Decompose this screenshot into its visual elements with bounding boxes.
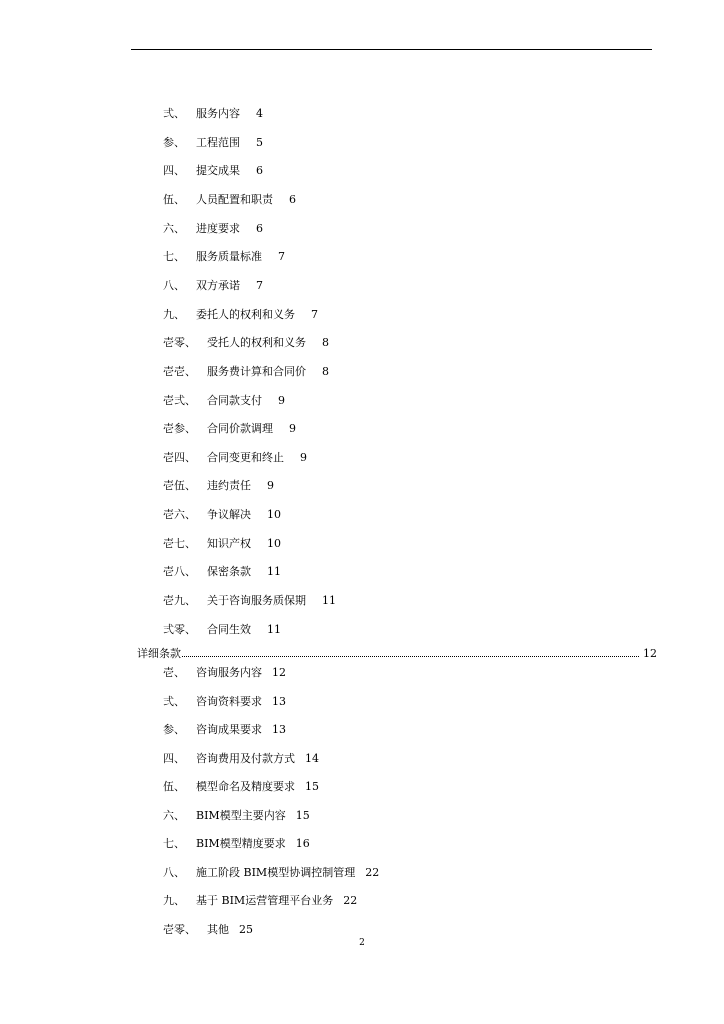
toc-item-number: 伍、 xyxy=(163,192,185,206)
toc-item-page: 6 xyxy=(256,221,263,235)
toc-item-number: 九、 xyxy=(163,307,185,321)
toc-item[interactable] xyxy=(163,247,285,267)
toc-item-page: 12 xyxy=(272,666,286,679)
toc-item[interactable] xyxy=(163,219,263,239)
toc-item[interactable] xyxy=(163,104,263,124)
toc-item[interactable] xyxy=(163,190,296,210)
toc-item-page: 6 xyxy=(256,164,263,178)
toc-item-number: 伍、 xyxy=(163,780,185,794)
toc-item-title: 合同变更和终止 xyxy=(207,450,284,464)
toc-item-number: 壱弍、 xyxy=(163,393,196,407)
toc-detail-title: 详细条款 xyxy=(137,647,181,660)
toc-item[interactable] xyxy=(163,720,286,740)
toc-item-title: 施工阶段 BIM模型协调控制管理 xyxy=(196,865,356,879)
toc-item-title: BIM模型精度要求 xyxy=(196,837,286,851)
toc-item-number: 九、 xyxy=(163,894,185,908)
toc-item[interactable] xyxy=(163,562,281,582)
toc-item-page: 4 xyxy=(256,107,263,120)
toc-item-number: 壱壱、 xyxy=(163,364,196,378)
toc-item-number: 四、 xyxy=(163,164,185,178)
header-rule xyxy=(131,49,652,50)
toc-item[interactable] xyxy=(163,806,310,826)
toc-item-number: 弍零、 xyxy=(163,622,196,636)
toc-item-number: 六、 xyxy=(163,808,185,822)
toc-item-page: 11 xyxy=(267,622,281,636)
toc-item[interactable] xyxy=(163,863,379,883)
toc-item-number: 壱七、 xyxy=(163,536,196,550)
toc-item-page: 7 xyxy=(256,278,263,292)
toc-item[interactable] xyxy=(163,749,319,769)
toc-item-number: 弍、 xyxy=(163,107,185,120)
toc-item-page: 8 xyxy=(322,364,329,378)
toc-item-title: 委托人的权利和义务 xyxy=(196,307,295,321)
toc-item-title: 咨询成果要求 xyxy=(196,723,262,737)
toc-item-number: 七、 xyxy=(163,837,185,851)
toc-item-title: 咨询费用及付款方式 xyxy=(196,751,295,765)
toc-item[interactable] xyxy=(163,333,329,353)
toc-item-title: 争议解决 xyxy=(207,508,251,522)
toc-item-title: 服务质量标准 xyxy=(196,250,262,264)
toc-item-title: BIM模型主要内容 xyxy=(196,808,286,822)
toc-item-page: 11 xyxy=(267,565,281,579)
toc-item-number: 八、 xyxy=(163,865,185,879)
page-number: 2 xyxy=(359,938,365,948)
toc-item-page: 25 xyxy=(239,922,253,936)
toc-item-page: 7 xyxy=(278,250,285,264)
toc-item[interactable] xyxy=(163,161,263,181)
toc-item-title: 咨询服务内容 xyxy=(196,666,262,679)
toc-item-title: 双方承诺 xyxy=(196,278,240,292)
toc-item-number: 参、 xyxy=(163,723,185,737)
toc-leader-dots xyxy=(182,646,639,657)
toc-item-number: 壱伍、 xyxy=(163,479,196,493)
toc-item[interactable] xyxy=(163,591,336,611)
toc-item[interactable] xyxy=(163,534,281,554)
toc-item-title: 模型命名及精度要求 xyxy=(196,780,295,794)
toc-item-page: 5 xyxy=(256,135,263,149)
toc-item-title: 其他 xyxy=(207,922,229,936)
toc-item-number: 壱零、 xyxy=(163,336,196,350)
toc-item-page: 9 xyxy=(289,422,296,436)
toc-item-page: 9 xyxy=(267,479,274,493)
toc-item-title: 人员配置和职责 xyxy=(196,192,273,206)
toc-item-page: 14 xyxy=(305,751,319,765)
toc-item-number: 壱九、 xyxy=(163,594,196,608)
toc-item[interactable] xyxy=(163,362,329,382)
toc-item-page: 10 xyxy=(267,508,281,522)
toc-item-page: 22 xyxy=(365,865,380,879)
toc-item-title: 违约责任 xyxy=(207,479,251,493)
toc-item-page: 9 xyxy=(300,450,307,464)
toc-item-page: 10 xyxy=(267,536,281,550)
toc-item[interactable] xyxy=(163,920,253,940)
toc-item[interactable] xyxy=(163,276,263,296)
toc-item-number: 七、 xyxy=(163,250,185,264)
toc-item-page: 16 xyxy=(295,837,310,851)
toc-item-title: 关于咨询服务质保期 xyxy=(207,594,306,608)
toc-item-number: 壱零、 xyxy=(163,922,196,936)
toc-item[interactable] xyxy=(163,620,281,640)
toc-item-number: 壱参、 xyxy=(163,422,196,436)
toc-item-page: 13 xyxy=(272,723,286,737)
toc-item-number: 六、 xyxy=(163,221,185,235)
toc-item[interactable] xyxy=(163,891,357,911)
toc-item-page: 6 xyxy=(289,192,296,206)
toc-item[interactable] xyxy=(163,692,286,712)
toc-item-title: 合同生效 xyxy=(207,622,251,636)
toc-item-title: 合同价款调理 xyxy=(207,422,273,436)
toc-item-title: 进度要求 xyxy=(196,221,240,235)
toc-item-title: 基于 BIM运营管理平台业务 xyxy=(196,894,334,908)
toc-item-number: 壱六、 xyxy=(163,508,196,522)
toc-item-title: 保密条款 xyxy=(207,565,251,579)
toc-item-page: 13 xyxy=(272,694,286,708)
toc-item-page: 15 xyxy=(305,780,319,794)
toc-item[interactable] xyxy=(163,476,274,496)
toc-item[interactable] xyxy=(163,391,285,411)
toc-item-number: 壱四、 xyxy=(163,450,196,464)
toc-item-page: 22 xyxy=(343,894,358,908)
toc-item-title: 服务内容 xyxy=(196,107,240,120)
toc-item-page: 7 xyxy=(311,307,318,321)
toc-item-title: 知识产权 xyxy=(207,536,251,550)
toc-item[interactable] xyxy=(163,834,310,854)
toc-detail-heading[interactable] xyxy=(137,645,657,663)
toc-item-title: 服务费计算和合同价 xyxy=(207,364,306,378)
toc-item-title: 工程范围 xyxy=(196,135,240,149)
toc-item-title: 受托人的权利和义务 xyxy=(207,336,306,350)
toc-item-number: 壱、 xyxy=(163,666,185,679)
toc-detail-page: 12 xyxy=(643,647,657,660)
toc-item-number: 参、 xyxy=(163,135,185,149)
toc-item-number: 八、 xyxy=(163,278,185,292)
toc-item[interactable] xyxy=(163,133,263,153)
toc-item[interactable] xyxy=(163,305,318,325)
toc-item[interactable] xyxy=(163,777,319,797)
toc-item[interactable] xyxy=(163,505,281,525)
toc-item[interactable] xyxy=(163,448,307,468)
toc-item-page: 15 xyxy=(295,808,310,822)
toc-item-number: 弍、 xyxy=(163,694,185,708)
toc-item-title: 咨询资料要求 xyxy=(196,694,262,708)
toc-item-title: 提交成果 xyxy=(196,164,240,178)
toc-item[interactable] xyxy=(163,419,296,439)
toc-item-page: 8 xyxy=(322,336,329,350)
toc-item-number: 壱八、 xyxy=(163,565,196,579)
toc-item-page: 11 xyxy=(322,594,336,608)
toc-item-page: 9 xyxy=(278,393,285,407)
toc-item[interactable] xyxy=(163,663,286,683)
toc-item-title: 合同款支付 xyxy=(207,393,262,407)
toc-item-number: 四、 xyxy=(163,751,185,765)
